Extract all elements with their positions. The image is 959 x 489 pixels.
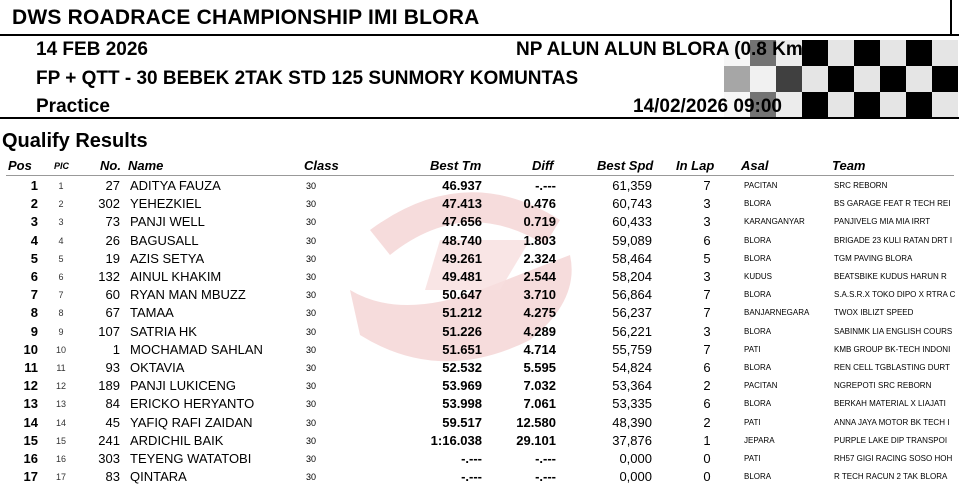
cell-class: 30: [306, 344, 317, 355]
cell-best-time: 1:16.038: [430, 432, 482, 448]
cell-position: 16: [23, 451, 38, 466]
cell-in-lap: 7: [703, 178, 711, 193]
cell-best-time: 47.656: [442, 214, 482, 230]
cell-in-lap: 7: [703, 341, 711, 357]
cell-class: 30: [306, 472, 317, 483]
header-right-border: [950, 0, 952, 36]
cell-rider-name: QINTARA: [130, 469, 187, 485]
cell-rider-number: 132: [98, 269, 120, 284]
cell-best-time: 53.998: [442, 396, 482, 412]
venue: NP ALUN ALUN BLORA (0.8 Km): [516, 39, 810, 60]
cell-origin: KUDUS: [744, 272, 773, 281]
cell-rider-number: 60: [105, 287, 120, 303]
cell-position: 6: [30, 269, 38, 284]
table-header-divider: [6, 175, 954, 176]
cell-best-speed: 0,000: [619, 451, 652, 466]
cell-team: NGREPOTI SRC REBORN: [834, 381, 932, 391]
cell-class: 30: [306, 417, 317, 428]
cell-pic: 12: [55, 381, 66, 392]
cell-position: 2: [30, 196, 38, 212]
cell-rider-name: AZIS SETYA: [130, 250, 205, 266]
cell-class: 30: [306, 217, 317, 228]
cell-team: R TECH RACUN 2 TAK BLORA: [834, 472, 948, 482]
cell-position: 15: [23, 432, 38, 448]
cell-pic: 11: [56, 363, 66, 373]
cell-gap: 4.275: [523, 305, 556, 321]
championship-title: DWS ROADRACE CHAMPIONSHIP IMI BLORA: [12, 6, 480, 29]
cell-rider-name: OKTAVIA: [130, 360, 185, 375]
cell-pic: 5: [58, 253, 64, 264]
cell-rider-name: TEYENG WATATOBI: [130, 451, 252, 466]
cell-position: 14: [23, 414, 38, 430]
cell-origin: BLORA: [744, 235, 772, 245]
cell-best-speed: 53,335: [612, 396, 652, 412]
cell-best-time: 48.740: [442, 232, 482, 248]
cell-best-speed: 54,824: [612, 360, 652, 375]
cell-origin: JEPARA: [744, 435, 775, 445]
cell-team: REN CELL TGBLASTING DURT: [834, 363, 950, 372]
cell-in-lap: 3: [703, 196, 711, 212]
cell-gap: 29.101: [516, 432, 556, 448]
cell-best-speed: 58,464: [612, 250, 652, 266]
checker-square: [906, 66, 932, 92]
column-header-team: Team: [832, 158, 866, 173]
cell-origin: BLORA: [744, 290, 772, 300]
checker-square: [724, 66, 750, 92]
cell-class: 30: [306, 290, 317, 301]
cell-rider-number: 302: [98, 196, 120, 212]
cell-gap: 5.595: [523, 360, 556, 375]
cell-position: 4: [30, 232, 38, 248]
cell-in-lap: 0: [703, 469, 711, 485]
column-header-best-spd: Best Spd: [597, 158, 654, 173]
table-row: [0, 377, 959, 395]
cell-rider-name: MOCHAMAD SAHLAN: [130, 341, 263, 357]
cell-pic: 4: [58, 235, 64, 246]
cell-origin: BLORA: [744, 326, 772, 336]
cell-gap: -.---: [535, 469, 556, 485]
cell-pic: 14: [55, 417, 66, 428]
checker-square: [828, 66, 854, 92]
cell-team: SRC REBORN: [834, 181, 888, 190]
table-row: [0, 414, 959, 432]
column-header-class: Class: [304, 158, 339, 173]
cell-best-speed: 37,876: [612, 432, 652, 448]
column-header-pic: PIC: [54, 161, 70, 171]
checker-square: [750, 66, 776, 92]
cell-rider-name: SATRIA HK: [130, 323, 197, 339]
checker-square: [932, 92, 958, 118]
cell-in-lap: 3: [703, 323, 711, 339]
cell-pic: 15: [55, 435, 66, 446]
checker-square: [854, 92, 880, 118]
cell-team: BEATSBIKE KUDUS HARUN R: [834, 272, 947, 281]
cell-best-time: 49.481: [442, 269, 482, 284]
cell-team: SABINMK LIA ENGLISH COURS: [834, 326, 953, 336]
cell-best-time: 52.532: [442, 360, 482, 375]
cell-origin: PACITAN: [744, 181, 778, 190]
cell-position: 1: [30, 178, 38, 193]
cell-origin: BANJARNEGARA: [744, 308, 810, 318]
checker-square: [828, 92, 854, 118]
cell-origin: PATI: [744, 454, 761, 463]
header-divider-bottom: [0, 117, 959, 119]
cell-best-time: -.---: [461, 469, 482, 485]
cell-class: 30: [306, 308, 317, 319]
cell-pic: 2: [58, 199, 64, 210]
cell-class: 30: [306, 435, 317, 446]
cell-best-time: 59.517: [442, 414, 482, 430]
cell-in-lap: 5: [703, 250, 711, 266]
cell-pic: 8: [58, 308, 64, 319]
cell-pic: 10: [55, 344, 66, 355]
cell-in-lap: 6: [703, 396, 711, 412]
cell-class: 30: [306, 181, 317, 191]
checker-square: [880, 92, 906, 118]
checker-square: [776, 66, 802, 92]
cell-best-time: 47.413: [442, 196, 482, 212]
cell-best-speed: 58,204: [612, 269, 652, 284]
cell-class: 30: [306, 199, 317, 210]
cell-position: 10: [23, 341, 38, 357]
cell-rider-number: 73: [105, 214, 120, 230]
cell-team: KMB GROUP BK-TECH INDONI: [834, 344, 951, 354]
cell-pic: 17: [55, 472, 66, 483]
column-header-diff: Diff: [532, 158, 554, 173]
cell-in-lap: 3: [703, 214, 711, 230]
cell-rider-number: 26: [105, 232, 120, 248]
checker-square: [906, 92, 932, 118]
cell-best-speed: 56,864: [612, 287, 652, 303]
checker-square: [906, 40, 932, 66]
cell-rider-number: 19: [105, 250, 120, 266]
checker-square: [880, 66, 906, 92]
cell-gap: 0.719: [523, 214, 556, 230]
cell-best-time: 51.212: [442, 305, 482, 321]
cell-gap: 4.714: [523, 341, 556, 357]
cell-rider-number: 84: [105, 396, 120, 412]
cell-rider-name: RYAN MAN MBUZZ: [130, 287, 246, 303]
cell-class: 30: [306, 381, 317, 392]
cell-team: ANNA JAYA MOTOR BK TECH I: [834, 417, 950, 427]
cell-team: TGM PAVING BLORA: [834, 253, 913, 263]
cell-origin: BLORA: [744, 363, 772, 372]
cell-rider-number: 1: [112, 341, 120, 357]
cell-pic: 1: [58, 181, 64, 191]
cell-best-speed: 61,359: [612, 178, 652, 193]
cell-origin: KARANGANYAR: [744, 217, 805, 227]
cell-gap: 1.803: [523, 232, 556, 248]
cell-gap: 3.710: [523, 287, 556, 303]
cell-best-speed: 0,000: [619, 469, 652, 485]
cell-best-time: 46.937: [442, 178, 482, 193]
cell-class: 30: [306, 235, 317, 246]
cell-rider-name: ERICKO HERYANTO: [130, 396, 255, 412]
cell-best-time: 50.647: [442, 287, 482, 303]
cell-position: 9: [30, 323, 38, 339]
checker-square: [802, 92, 828, 118]
cell-rider-name: YEHEZKIEL: [130, 196, 202, 212]
checker-square: [854, 40, 880, 66]
cell-class: 30: [306, 399, 317, 410]
cell-best-speed: 59,089: [612, 232, 652, 248]
checker-square: [932, 66, 958, 92]
cell-gap: -.---: [535, 451, 556, 466]
table-row: [0, 195, 959, 213]
column-header-best-tm: Best Tm: [430, 158, 482, 173]
table-row: [0, 213, 959, 231]
cell-class: 30: [306, 272, 317, 282]
cell-rider-name: PANJI WELL: [130, 214, 205, 230]
cell-rider-number: 189: [98, 378, 120, 394]
cell-in-lap: 2: [703, 414, 711, 430]
cell-best-time: 51.651: [442, 341, 482, 357]
cell-in-lap: 7: [703, 287, 711, 303]
cell-origin: PATI: [744, 344, 761, 354]
cell-position: 7: [30, 287, 38, 303]
cell-best-time: 53.969: [442, 378, 482, 394]
cell-position: 11: [24, 360, 38, 375]
cell-team: RH57 GIGI RACING SOSO HOH: [834, 454, 953, 463]
cell-best-speed: 48,390: [612, 414, 652, 430]
cell-best-speed: 60,743: [612, 196, 652, 212]
cell-team: BS GARAGE FEAT R TECH REI: [834, 199, 951, 209]
cell-best-time: 51.226: [442, 323, 482, 339]
cell-rider-number: 241: [98, 432, 120, 448]
cell-origin: BLORA: [744, 199, 772, 209]
cell-best-speed: 60,433: [612, 214, 652, 230]
cell-in-lap: 1: [703, 432, 711, 448]
cell-rider-number: 107: [98, 323, 120, 339]
column-header-no: No.: [100, 158, 121, 173]
cell-pic: 9: [58, 326, 64, 337]
checker-square: [802, 66, 828, 92]
cell-team: PANJIVELG MIA MIA IRRT: [834, 217, 931, 227]
table-row: [0, 232, 959, 250]
cell-rider-name: YAFIQ RAFI ZAIDAN: [130, 414, 253, 430]
column-header-pos: Pos: [8, 158, 32, 173]
table-row: [0, 323, 959, 341]
cell-position: 12: [23, 378, 38, 394]
cell-rider-number: 27: [105, 178, 120, 193]
cell-best-speed: 56,221: [612, 323, 652, 339]
table-row: [0, 432, 959, 450]
cell-pic: 13: [55, 399, 66, 410]
cell-best-time: -.---: [461, 451, 482, 466]
cell-class: 30: [306, 326, 317, 337]
table-row: [0, 250, 959, 268]
cell-best-speed: 56,237: [612, 305, 652, 321]
cell-gap: 2.324: [523, 250, 556, 266]
cell-gap: 0.476: [523, 196, 556, 212]
table-row: [0, 304, 959, 322]
cell-origin: PATI: [744, 417, 761, 427]
cell-gap: 7.032: [523, 378, 556, 394]
cell-gap: 7.061: [523, 396, 556, 412]
table-row: [0, 395, 959, 413]
cell-in-lap: 3: [703, 269, 711, 284]
cell-team: PURPLE LAKE DIP TRANSPOI: [834, 435, 948, 445]
cell-rider-name: ADITYA FAUZA: [130, 178, 221, 193]
cell-in-lap: 7: [703, 305, 711, 321]
event-name: FP + QTT - 30 BEBEK 2TAK STD 125 SUNMORY KOMUNTAS: [36, 68, 579, 89]
cell-position: 5: [30, 250, 38, 266]
table-row: [0, 286, 959, 304]
cell-class: 30: [306, 253, 317, 264]
table-row: [0, 450, 959, 468]
cell-rider-number: 303: [98, 451, 120, 466]
table-row: [0, 177, 959, 195]
cell-rider-name: AINUL KHAKIM: [130, 269, 222, 284]
column-header-in-lap: In Lap: [676, 158, 715, 173]
cell-best-speed: 53,364: [612, 378, 652, 394]
cell-team: BRIGADE 23 KULI RATAN DRT I: [834, 235, 953, 245]
cell-pic: 6: [58, 272, 64, 282]
cell-team: S.A.S.R.X TOKO DIPO X RTRA C: [834, 290, 956, 300]
section-title: Qualify Results: [2, 130, 148, 152]
cell-rider-number: 93: [105, 360, 120, 375]
cell-position: 13: [23, 396, 38, 412]
cell-position: 3: [30, 214, 38, 230]
table-row: [0, 268, 959, 286]
table-row: [0, 468, 959, 486]
cell-rider-number: 45: [105, 414, 120, 430]
event-date: 14 FEB 2026: [36, 39, 148, 60]
cell-origin: BLORA: [744, 253, 772, 263]
cell-class: 30: [306, 454, 317, 464]
checker-square: [932, 40, 958, 66]
cell-class: 30: [306, 363, 317, 373]
cell-origin: BLORA: [744, 472, 772, 482]
cell-gap: -.---: [535, 178, 556, 193]
cell-position: 8: [30, 305, 38, 321]
header-divider-top: [0, 34, 959, 36]
cell-pic: 16: [55, 454, 66, 464]
cell-origin: PACITAN: [744, 381, 778, 391]
checker-square: [828, 40, 854, 66]
cell-gap: 12.580: [516, 414, 556, 430]
cell-rider-name: PANJI LUKICENG: [130, 378, 236, 394]
cell-best-time: 49.261: [442, 250, 482, 266]
column-header-asal: Asal: [741, 158, 769, 173]
session-name: Practice: [36, 96, 110, 117]
cell-best-speed: 55,759: [612, 341, 652, 357]
table-row: [0, 341, 959, 359]
cell-gap: 4.289: [523, 323, 556, 339]
checker-square: [854, 66, 880, 92]
column-header-name: Name: [128, 158, 164, 173]
cell-rider-number: 67: [105, 305, 120, 321]
cell-origin: BLORA: [744, 399, 772, 409]
cell-rider-name: TAMAA: [130, 305, 174, 321]
cell-in-lap: 6: [703, 360, 711, 375]
cell-gap: 2.544: [523, 269, 556, 284]
session-datetime: 14/02/2026 09:00: [633, 96, 782, 117]
cell-position: 17: [23, 469, 38, 485]
cell-in-lap: 0: [703, 451, 711, 466]
table-row: [0, 359, 959, 377]
cell-team: TWOX IBLIZT SPEED: [834, 308, 914, 318]
cell-pic: 7: [58, 290, 64, 301]
cell-rider-name: ARDICHIL BAIK: [130, 432, 224, 448]
cell-in-lap: 2: [703, 378, 711, 394]
cell-rider-number: 83: [105, 469, 120, 485]
cell-pic: 3: [58, 217, 64, 228]
cell-team: BERKAH MATERIAL X LIAJATI: [834, 399, 946, 409]
cell-rider-name: BAGUSALL: [130, 232, 199, 248]
cell-in-lap: 6: [703, 232, 711, 248]
checker-square: [880, 40, 906, 66]
